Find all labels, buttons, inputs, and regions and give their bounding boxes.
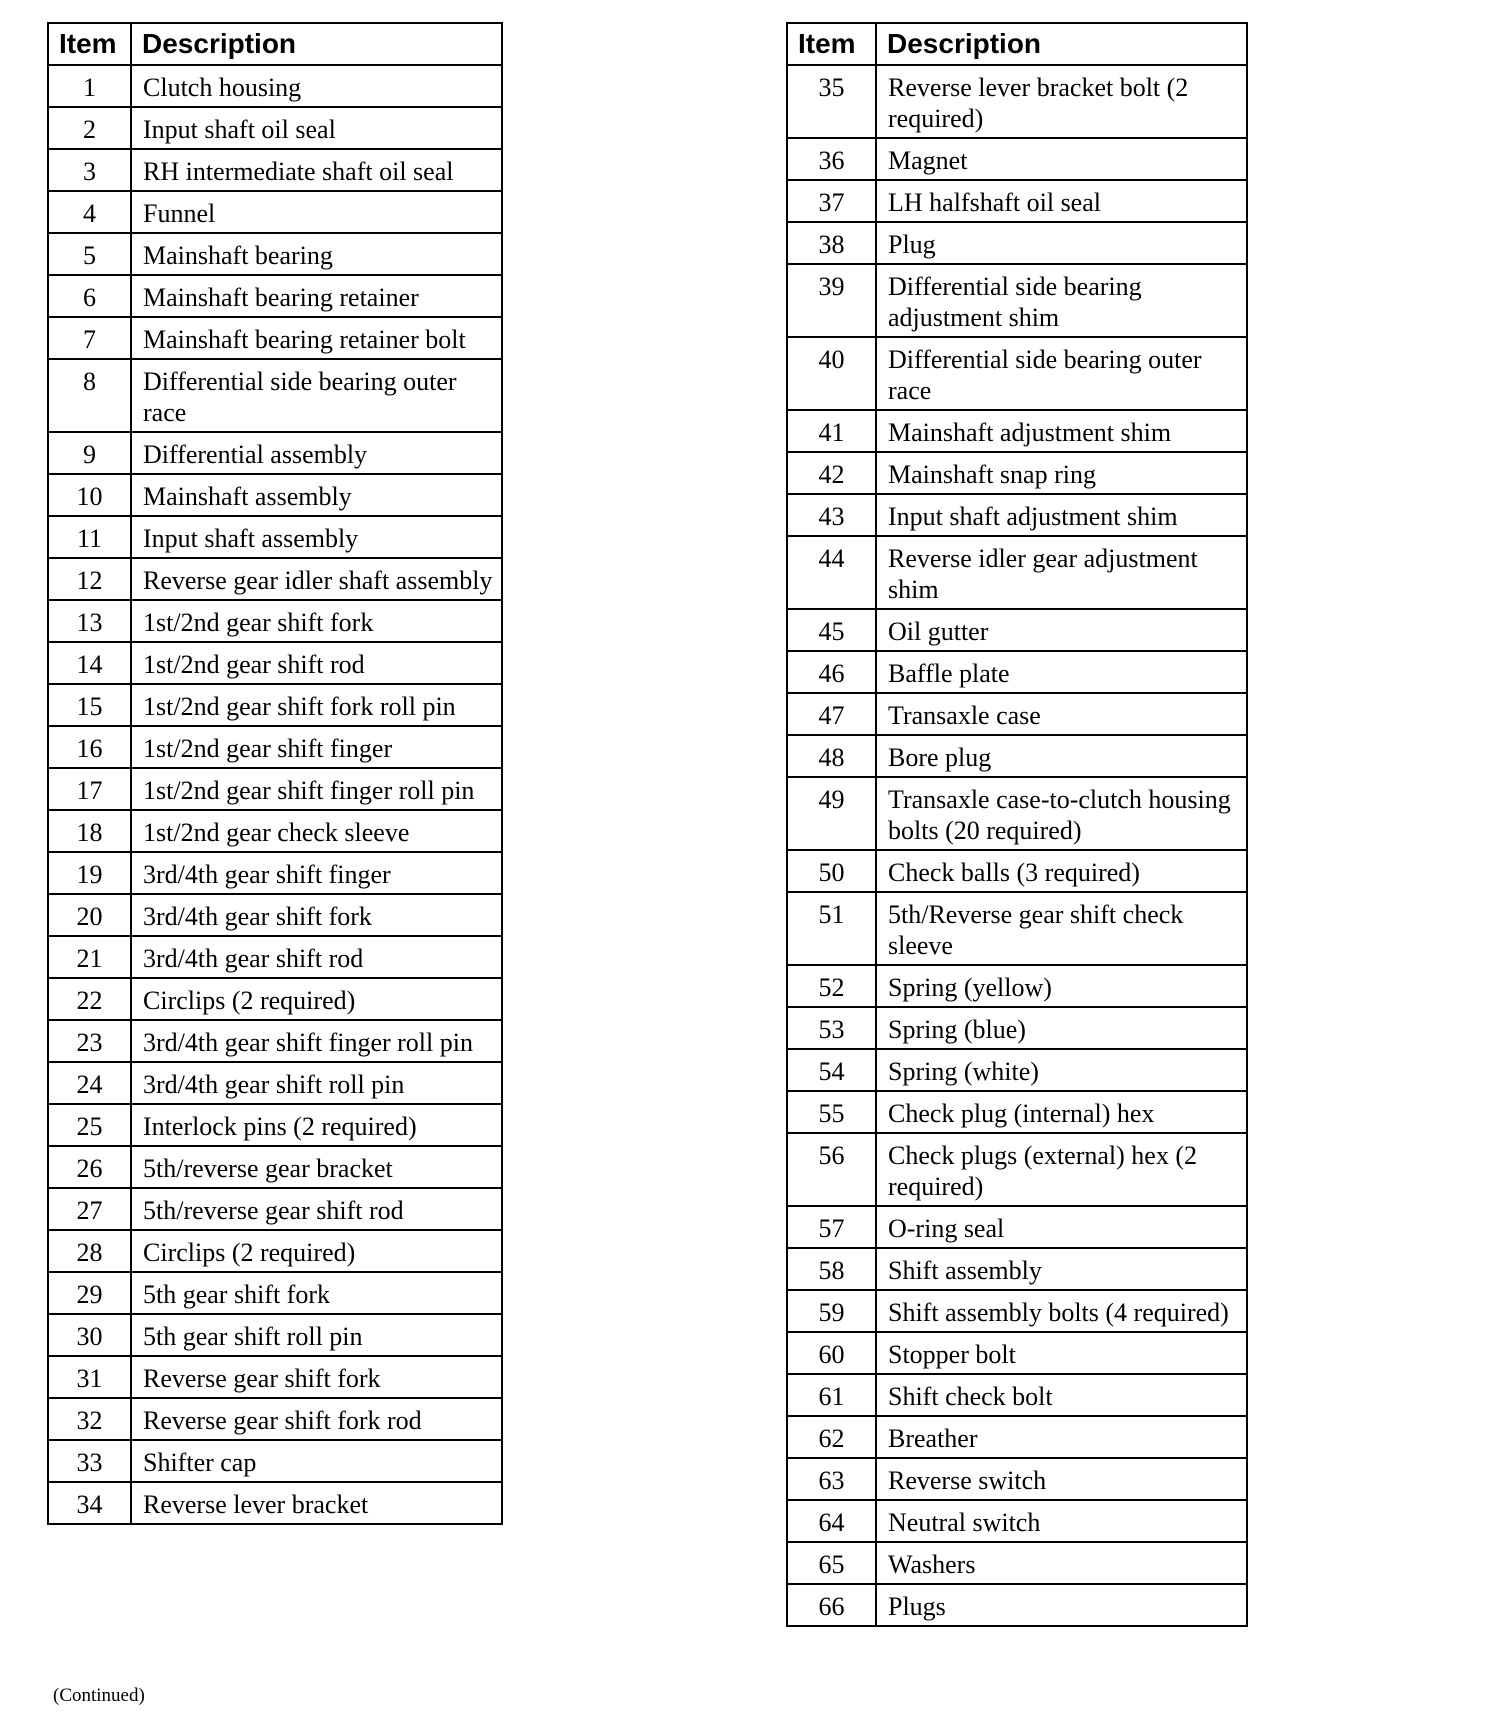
item-description-cell: Check balls (3 required) — [876, 850, 1247, 892]
table-row — [787, 1133, 1247, 1206]
table-row — [48, 684, 502, 726]
item-description-cell: Oil gutter — [876, 609, 1247, 651]
item-description-cell: 3rd/4th gear shift rod — [131, 936, 502, 978]
item-description-cell: Spring (white) — [876, 1049, 1247, 1091]
table-row — [787, 180, 1247, 222]
table-row — [787, 1290, 1247, 1332]
table-row — [787, 965, 1247, 1007]
item-description-cell: Shifter cap — [131, 1440, 502, 1482]
item-description-cell: Baffle plate — [876, 651, 1247, 693]
item-number-cell: 30 — [48, 1314, 131, 1356]
item-description-cell: Mainshaft bearing retainer bolt — [131, 317, 502, 359]
item-number-cell: 48 — [787, 735, 876, 777]
table-row — [787, 410, 1247, 452]
table-row — [48, 726, 502, 768]
item-number-cell: 44 — [787, 536, 876, 609]
table-row — [48, 978, 502, 1020]
table-row — [48, 275, 502, 317]
item-number-cell: 27 — [48, 1188, 131, 1230]
item-number-cell: 1 — [48, 65, 131, 107]
item-description-cell: Transaxle case — [876, 693, 1247, 735]
table-row — [787, 693, 1247, 735]
table-row — [48, 149, 502, 191]
item-description-cell: Check plug (internal) hex — [876, 1091, 1247, 1133]
item-description-cell: Differential side bearing adjustment shim — [876, 264, 1247, 337]
item-number-cell: 11 — [48, 516, 131, 558]
table-row — [787, 1248, 1247, 1290]
item-description-cell: 3rd/4th gear shift roll pin — [131, 1062, 502, 1104]
item-description-cell: Differential assembly — [131, 432, 502, 474]
item-number-cell: 32 — [48, 1398, 131, 1440]
table-row — [48, 1230, 502, 1272]
table-row — [787, 1416, 1247, 1458]
table-row — [787, 452, 1247, 494]
item-column-header: Item — [787, 23, 876, 65]
item-description-cell: 5th/Reverse gear shift check sleeve — [876, 892, 1247, 965]
table-row — [48, 1272, 502, 1314]
item-number-cell: 7 — [48, 317, 131, 359]
item-description-cell: Breather — [876, 1416, 1247, 1458]
item-number-cell: 41 — [787, 410, 876, 452]
item-number-cell: 33 — [48, 1440, 131, 1482]
item-description-cell: Differential side bearing outer race — [876, 337, 1247, 410]
table-row — [48, 894, 502, 936]
item-number-cell: 64 — [787, 1500, 876, 1542]
item-description-cell: Magnet — [876, 138, 1247, 180]
table-row — [48, 810, 502, 852]
item-description-cell: Reverse gear shift fork rod — [131, 1398, 502, 1440]
item-description-cell: 3rd/4th gear shift finger — [131, 852, 502, 894]
item-description-cell: 5th/reverse gear shift rod — [131, 1188, 502, 1230]
item-number-cell: 66 — [787, 1584, 876, 1626]
table-row — [48, 936, 502, 978]
item-description-cell: Plug — [876, 222, 1247, 264]
table-row — [787, 138, 1247, 180]
table-row — [48, 359, 502, 432]
item-description-cell: Neutral switch — [876, 1500, 1247, 1542]
item-number-cell: 4 — [48, 191, 131, 233]
item-description-cell: Spring (blue) — [876, 1007, 1247, 1049]
table-row — [48, 107, 502, 149]
item-number-cell: 49 — [787, 777, 876, 850]
item-number-cell: 14 — [48, 642, 131, 684]
table-row — [48, 1062, 502, 1104]
item-description-cell: Differential side bearing outer race — [131, 359, 502, 432]
item-number-cell: 22 — [48, 978, 131, 1020]
table-row — [787, 1091, 1247, 1133]
item-number-cell: 55 — [787, 1091, 876, 1133]
item-description-cell: 1st/2nd gear shift finger — [131, 726, 502, 768]
table-row — [787, 1500, 1247, 1542]
table-row — [787, 1584, 1247, 1626]
table-row — [787, 651, 1247, 693]
item-number-cell: 24 — [48, 1062, 131, 1104]
item-number-cell: 52 — [787, 965, 876, 1007]
table-row — [48, 768, 502, 810]
item-number-cell: 26 — [48, 1146, 131, 1188]
table-row — [787, 494, 1247, 536]
table-row — [787, 1374, 1247, 1416]
item-number-cell: 15 — [48, 684, 131, 726]
table-row — [48, 1146, 502, 1188]
item-description-cell: Shift assembly — [876, 1248, 1247, 1290]
table-row — [48, 474, 502, 516]
item-number-cell: 39 — [787, 264, 876, 337]
item-description-cell: Bore plug — [876, 735, 1247, 777]
item-description-cell: Reverse lever bracket bolt (2 required) — [876, 65, 1247, 138]
item-description-cell: 3rd/4th gear shift fork — [131, 894, 502, 936]
item-number-cell: 47 — [787, 693, 876, 735]
item-number-cell: 43 — [787, 494, 876, 536]
item-number-cell: 54 — [787, 1049, 876, 1091]
item-number-cell: 13 — [48, 600, 131, 642]
item-number-cell: 37 — [787, 180, 876, 222]
item-number-cell: 5 — [48, 233, 131, 275]
item-description-cell: Input shaft assembly — [131, 516, 502, 558]
item-number-cell: 10 — [48, 474, 131, 516]
parts-table-left — [47, 22, 503, 1525]
item-number-cell: 31 — [48, 1356, 131, 1398]
table-row — [48, 642, 502, 684]
parts-table-right — [786, 22, 1248, 1627]
item-number-cell: 50 — [787, 850, 876, 892]
item-number-cell: 18 — [48, 810, 131, 852]
item-number-cell: 56 — [787, 1133, 876, 1206]
table-row — [48, 1314, 502, 1356]
table-row — [48, 852, 502, 894]
item-number-cell: 3 — [48, 149, 131, 191]
item-number-cell: 28 — [48, 1230, 131, 1272]
table-row — [787, 1332, 1247, 1374]
item-description-cell: Reverse idler gear adjustment shim — [876, 536, 1247, 609]
item-description-cell: Washers — [876, 1542, 1247, 1584]
item-description-cell: Mainshaft bearing retainer — [131, 275, 502, 317]
item-description-cell: LH halfshaft oil seal — [876, 180, 1247, 222]
item-number-cell: 53 — [787, 1007, 876, 1049]
item-number-cell: 12 — [48, 558, 131, 600]
item-number-cell: 58 — [787, 1248, 876, 1290]
item-description-cell: 3rd/4th gear shift finger roll pin — [131, 1020, 502, 1062]
item-description-cell: RH intermediate shaft oil seal — [131, 149, 502, 191]
item-number-cell: 6 — [48, 275, 131, 317]
item-description-cell: 1st/2nd gear shift fork roll pin — [131, 684, 502, 726]
item-description-cell: Check plugs (external) hex (2 required) — [876, 1133, 1247, 1206]
table-row — [48, 1440, 502, 1482]
item-description-cell: Input shaft oil seal — [131, 107, 502, 149]
item-number-cell: 25 — [48, 1104, 131, 1146]
item-number-cell: 8 — [48, 359, 131, 432]
item-number-cell: 17 — [48, 768, 131, 810]
table-row — [48, 1356, 502, 1398]
continued-note: (Continued) — [53, 1685, 145, 1706]
table-row — [48, 1020, 502, 1062]
item-description-cell: 5th gear shift roll pin — [131, 1314, 502, 1356]
item-column-header: Item — [48, 23, 131, 65]
item-number-cell: 59 — [787, 1290, 876, 1332]
parts-table-left-body — [48, 65, 502, 1524]
table-row — [48, 1482, 502, 1524]
table-row — [48, 558, 502, 600]
item-description-cell: Spring (yellow) — [876, 965, 1247, 1007]
table-row — [787, 337, 1247, 410]
item-number-cell: 45 — [787, 609, 876, 651]
table-row — [48, 65, 502, 107]
table-row — [787, 735, 1247, 777]
table-row — [787, 892, 1247, 965]
table-row — [787, 1049, 1247, 1091]
item-number-cell: 34 — [48, 1482, 131, 1524]
item-description-cell: Reverse gear idler shaft assembly — [131, 558, 502, 600]
item-number-cell: 2 — [48, 107, 131, 149]
table-row — [48, 516, 502, 558]
item-number-cell: 61 — [787, 1374, 876, 1416]
item-description-cell: Stopper bolt — [876, 1332, 1247, 1374]
table-row — [48, 1104, 502, 1146]
item-number-cell: 60 — [787, 1332, 876, 1374]
item-description-cell: 1st/2nd gear shift rod — [131, 642, 502, 684]
table-row — [787, 777, 1247, 850]
item-description-cell: 1st/2nd gear shift finger roll pin — [131, 768, 502, 810]
item-number-cell: 42 — [787, 452, 876, 494]
table-row — [787, 1542, 1247, 1584]
table-header-row — [787, 23, 1247, 65]
item-description-cell: Shift check bolt — [876, 1374, 1247, 1416]
item-number-cell: 36 — [787, 138, 876, 180]
item-number-cell: 9 — [48, 432, 131, 474]
description-column-header: Description — [131, 23, 502, 65]
item-description-cell: Clutch housing — [131, 65, 502, 107]
table-row — [787, 609, 1247, 651]
table-row — [48, 432, 502, 474]
item-description-cell: 1st/2nd gear shift fork — [131, 600, 502, 642]
item-number-cell: 29 — [48, 1272, 131, 1314]
item-number-cell: 46 — [787, 651, 876, 693]
item-number-cell: 65 — [787, 1542, 876, 1584]
parts-table-right-body — [787, 65, 1247, 1626]
table-row — [48, 233, 502, 275]
table-row — [787, 1458, 1247, 1500]
item-description-cell: Mainshaft assembly — [131, 474, 502, 516]
table-row — [787, 850, 1247, 892]
item-description-cell: 5th gear shift fork — [131, 1272, 502, 1314]
item-description-cell: 1st/2nd gear check sleeve — [131, 810, 502, 852]
item-number-cell: 51 — [787, 892, 876, 965]
item-description-cell: Mainshaft adjustment shim — [876, 410, 1247, 452]
table-row — [787, 1007, 1247, 1049]
table-row — [787, 1206, 1247, 1248]
item-description-cell: 5th/reverse gear bracket — [131, 1146, 502, 1188]
table-row — [787, 536, 1247, 609]
item-description-cell: Circlips (2 required) — [131, 1230, 502, 1272]
item-number-cell: 40 — [787, 337, 876, 410]
table-row — [787, 65, 1247, 138]
item-number-cell: 63 — [787, 1458, 876, 1500]
item-description-cell: Reverse gear shift fork — [131, 1356, 502, 1398]
item-description-cell: Mainshaft snap ring — [876, 452, 1247, 494]
table-row — [787, 264, 1247, 337]
item-description-cell: O-ring seal — [876, 1206, 1247, 1248]
item-number-cell: 62 — [787, 1416, 876, 1458]
item-description-cell: Mainshaft bearing — [131, 233, 502, 275]
item-description-cell: Shift assembly bolts (4 required) — [876, 1290, 1247, 1332]
item-description-cell: Funnel — [131, 191, 502, 233]
item-description-cell: Circlips (2 required) — [131, 978, 502, 1020]
item-number-cell: 19 — [48, 852, 131, 894]
item-description-cell: Reverse switch — [876, 1458, 1247, 1500]
item-number-cell: 57 — [787, 1206, 876, 1248]
item-description-cell: Reverse lever bracket — [131, 1482, 502, 1524]
item-number-cell: 16 — [48, 726, 131, 768]
item-number-cell: 21 — [48, 936, 131, 978]
table-row — [48, 191, 502, 233]
table-row — [48, 1188, 502, 1230]
item-number-cell: 35 — [787, 65, 876, 138]
table-header-row — [48, 23, 502, 65]
item-description-cell: Plugs — [876, 1584, 1247, 1626]
table-row — [48, 600, 502, 642]
item-number-cell: 23 — [48, 1020, 131, 1062]
item-description-cell: Transaxle case-to-clutch housing bolts (20 required) — [876, 777, 1247, 850]
item-number-cell: 20 — [48, 894, 131, 936]
item-description-cell: Interlock pins (2 required) — [131, 1104, 502, 1146]
item-number-cell: 38 — [787, 222, 876, 264]
table-row — [787, 222, 1247, 264]
item-description-cell: Input shaft adjustment shim — [876, 494, 1247, 536]
table-row — [48, 317, 502, 359]
table-row — [48, 1398, 502, 1440]
description-column-header: Description — [876, 23, 1247, 65]
